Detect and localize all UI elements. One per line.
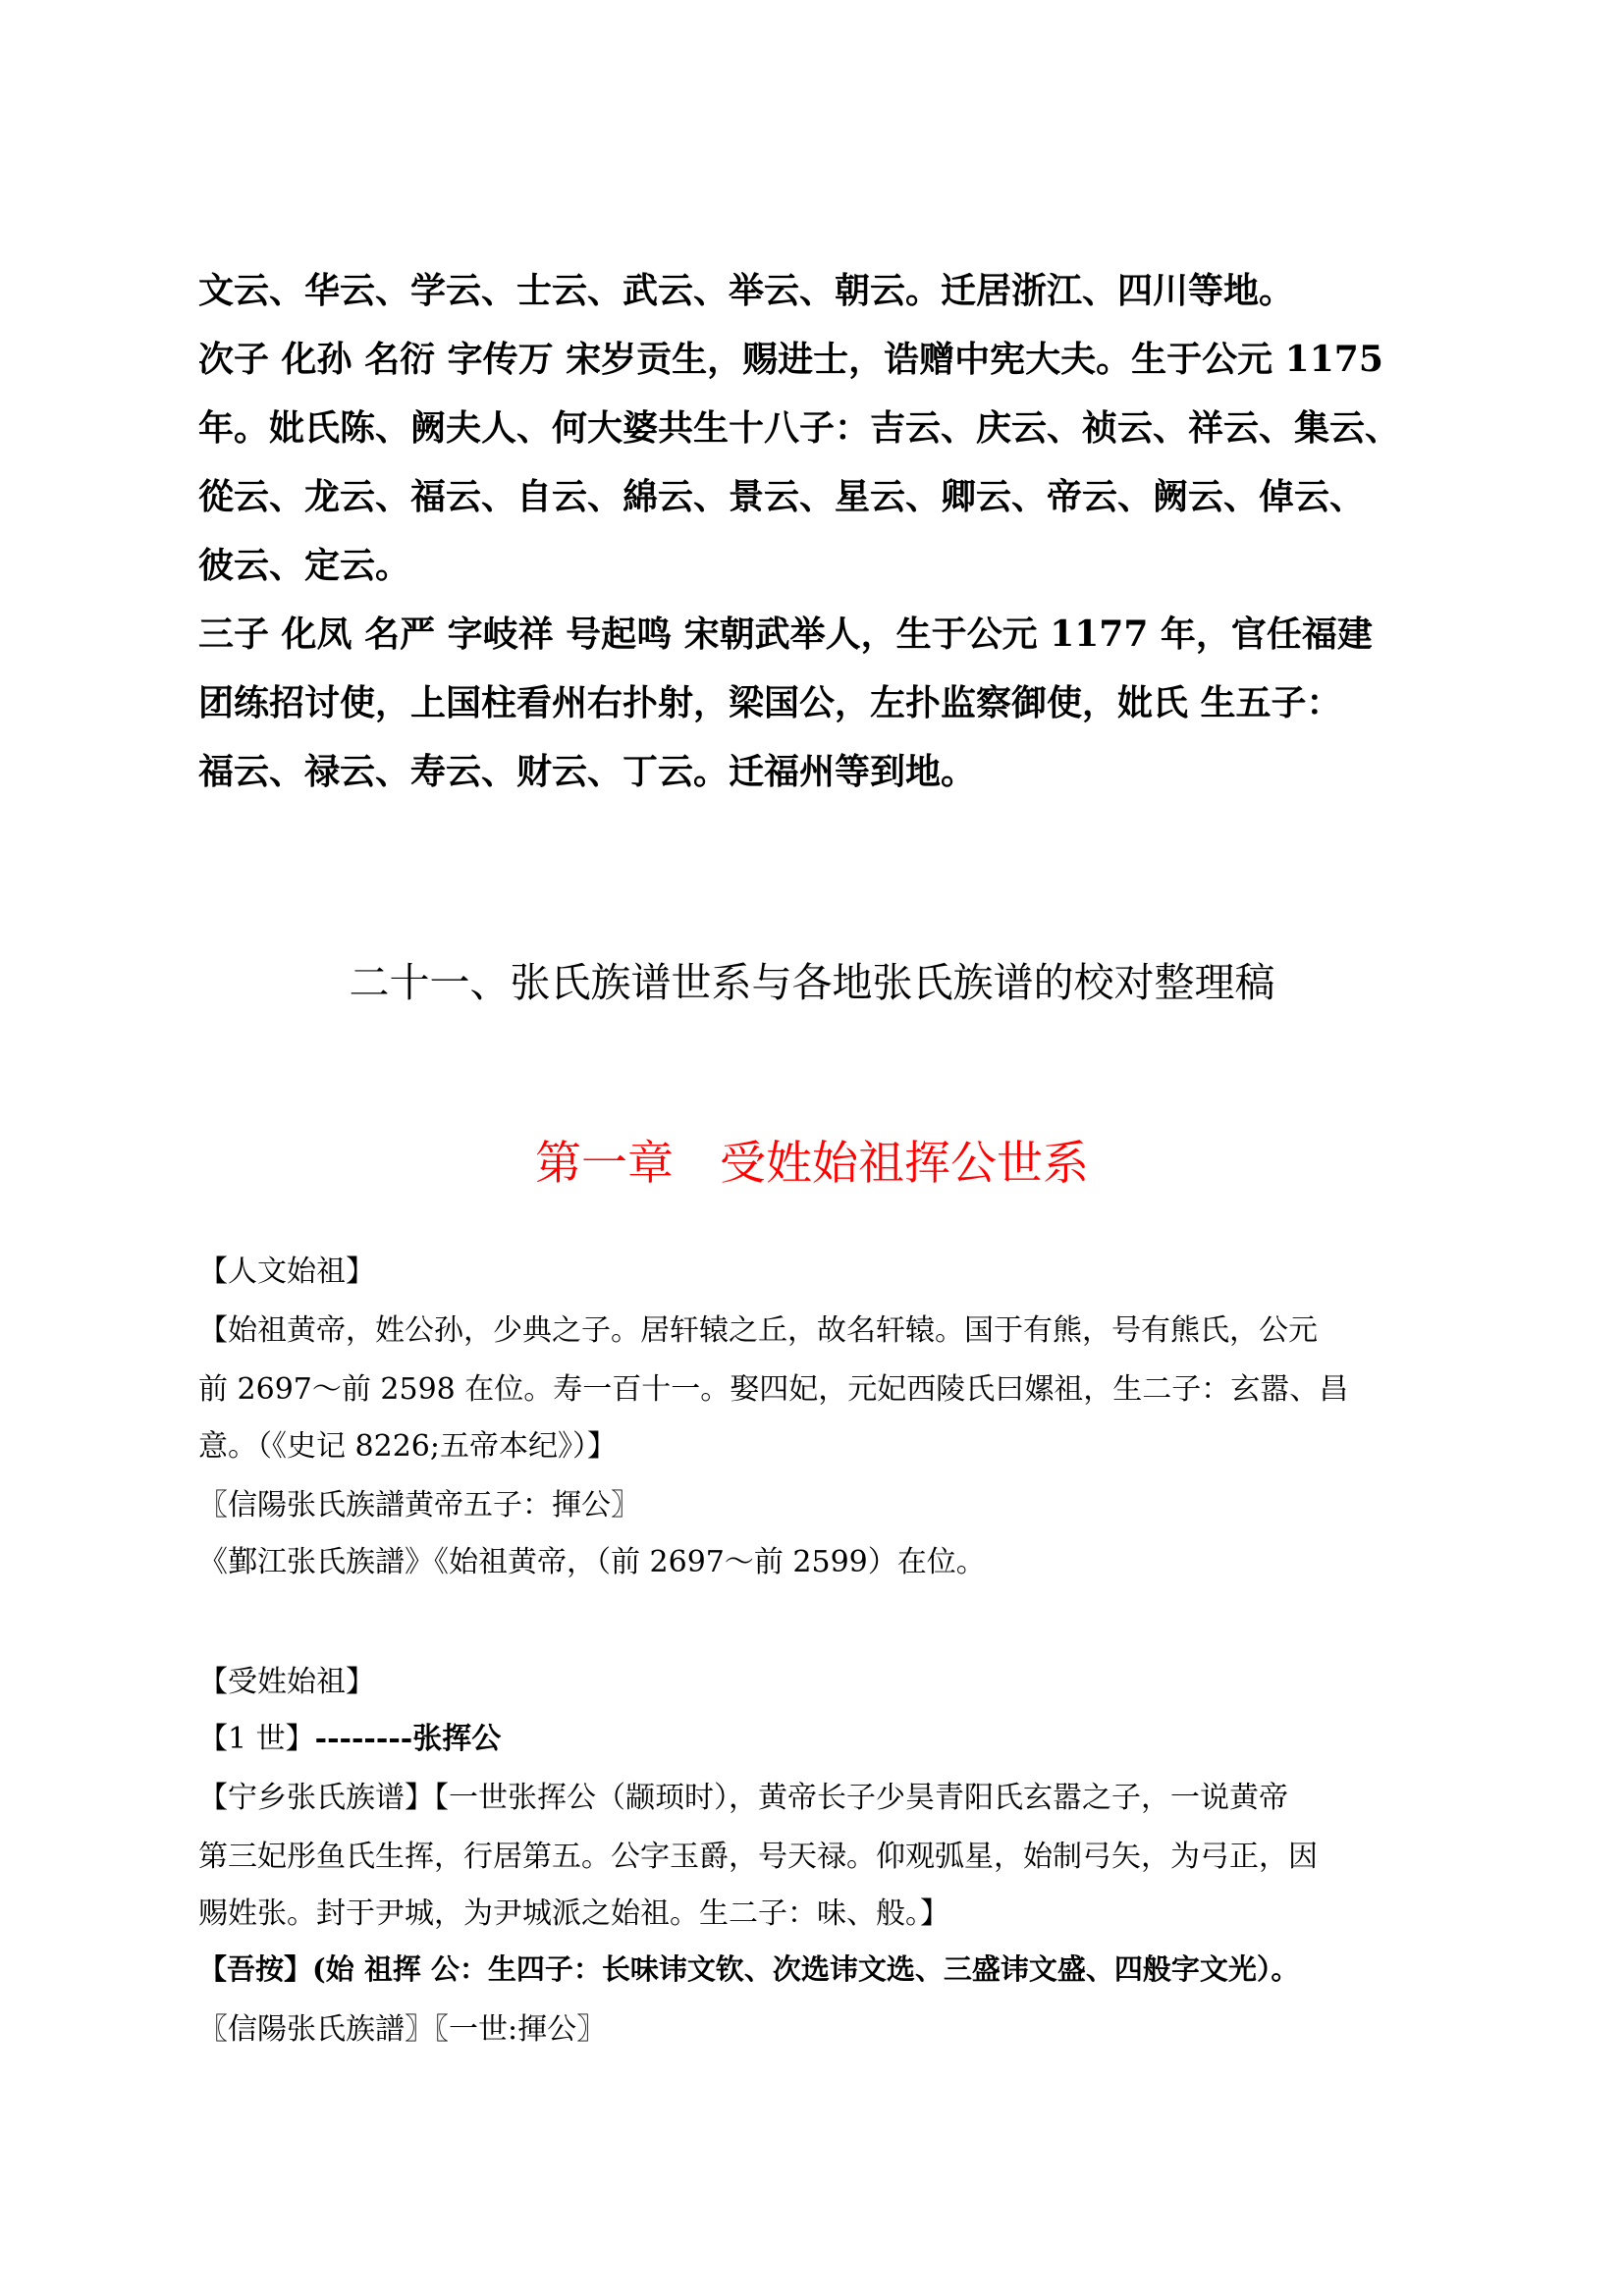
paragraph-line: 次子 化孙 名衍 字传万 宋岁贡生，赐进士，诰赠中宪大夫。生于公元 1175 — [198, 339, 1383, 380]
ningxiang-line: 【宁乡张氏族谱】【一世张挥公（颛顼时），黄帝长子少昊青阳氏玄嚣之子，一说黄帝 — [198, 1781, 1288, 1815]
body-line: 《鄞江张氏族譜》《始祖黄帝，（前 2697～前 2599）在位。 — [198, 1545, 986, 1579]
ningxiang-line: 赐姓张。封于尹城，为尹城派之始祖。生二子：味、般。】 — [198, 1896, 949, 1931]
paragraph-line: 团练招讨使，上国柱看州右扑射，梁国公，左扑监察御使，妣氏 生五子： — [198, 682, 1342, 723]
body-line: 【受姓始祖】 — [198, 1665, 375, 1699]
body-line: 意。（《史记 8226;五帝本纪》）】 — [198, 1429, 617, 1464]
paragraph-line: 從云、龙云、福云、自云、綿云、景云、星云、卿云、帝云、阙云、倬云、 — [198, 476, 1366, 517]
generation-heading — [198, 1714, 1465, 1757]
paragraph-line: 年。妣氏陈、阙夫人、何大婆共生十八子：吉云、庆云、祯云、祥云、集云、 — [198, 407, 1401, 449]
chapter-title: 第一章 受姓始祖挥公世系 — [535, 1137, 1089, 1191]
generation-label: 【1 世】 — [198, 1722, 315, 1756]
note-text: (始 祖挥 公：生四子：长味讳文钦、次选讳文选、三盛讳文盛、四般字文光）。 — [312, 1952, 1300, 1986]
generation-name: --------张挥公 — [314, 1722, 502, 1756]
body-line: 〖信陽张氏族譜〗〖一世:揮公〗 — [198, 2012, 607, 2047]
body-line: 前 2697～前 2598 在位。寿一百十一。娶四妃，元妃西陵氏曰嫘祖，生二子：玄嚣、昌 — [198, 1372, 1349, 1407]
body-line: 〖信陽张氏族譜黄帝五子：揮公〗 — [198, 1488, 640, 1522]
paragraph-line: 三子 化凤 名严 字岐祥 号起鸣 宋朝武举人，生于公元 1177 年，官任福建 — [198, 614, 1373, 655]
body-line: 【人文始祖】 — [198, 1255, 375, 1289]
paragraph-line: 福云、禄云、寿云、财云、丁云。迁福州等到地。 — [198, 751, 977, 792]
ningxiang-line: 第三妃彤鱼氏生挥，行居第五。公字玉爵，号天禄。仰观弧星，始制弓矢，为弓正，因 — [198, 1840, 1318, 1874]
section-title: 二十一、张氏族谱世系与各地张氏族谱的校对整理稿 — [349, 959, 1275, 1006]
note-label: 【吾按】 — [198, 1952, 313, 1986]
paragraph-line: 彼云、定云。 — [198, 545, 411, 586]
note-line — [198, 1948, 1465, 1988]
paragraph-line: 文云、华云、学云、士云、武云、举云、朝云。迁居浙江、四川等地。 — [198, 270, 1295, 311]
body-line: 【始祖黄帝，姓公孙，少典之子。居轩辕之丘，故名轩辕。国于有熊，号有熊氏，公元 — [198, 1313, 1318, 1348]
